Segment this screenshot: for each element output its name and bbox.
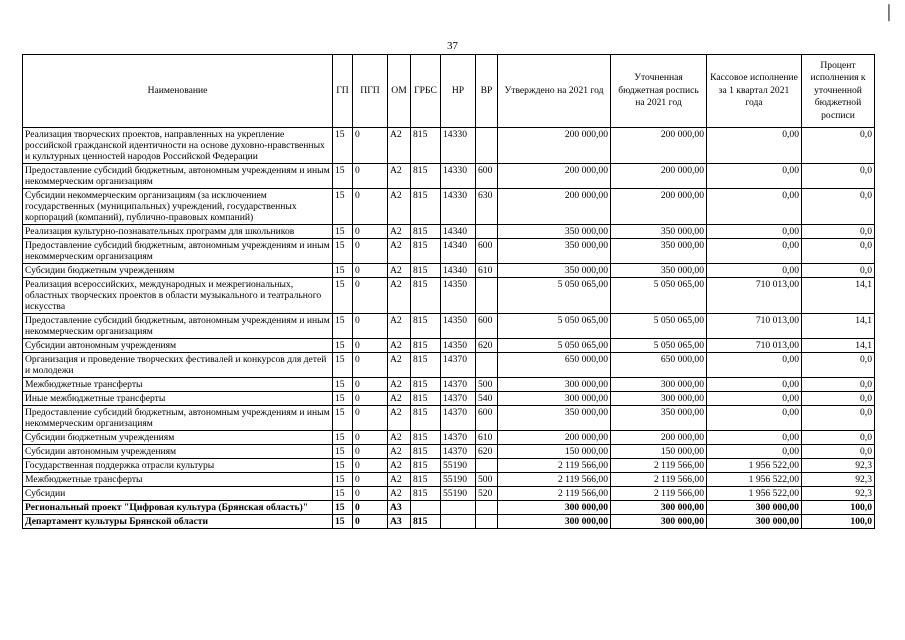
- cell-name: Межбюджетные трансферты: [23, 378, 333, 392]
- cell-vr: [476, 278, 498, 314]
- cell-grbs: 815: [411, 431, 441, 445]
- cell-om: А2: [388, 189, 411, 225]
- cell-vr: 620: [476, 445, 498, 459]
- cell-grbs: 815: [411, 445, 441, 459]
- cell-ppgp: 0: [353, 239, 388, 264]
- cell-vr: [476, 128, 498, 164]
- cell-refined: 200 000,00: [611, 431, 707, 445]
- cell-name: Субсидии бюджетным учреждениям: [23, 431, 333, 445]
- cell-approved: 150 000,00: [498, 445, 611, 459]
- cell-name: Реализация культурно-познавательных программ для школьников: [23, 225, 333, 239]
- cell-approved: 200 000,00: [498, 431, 611, 445]
- cell-ppgp: 0: [353, 406, 388, 431]
- page-number: 37: [447, 40, 458, 52]
- cell-cash: 1 956 522,00: [707, 459, 802, 473]
- cell-om: А2: [388, 378, 411, 392]
- cell-cash: 0,00: [707, 445, 802, 459]
- cell-refined: 300 000,00: [611, 515, 707, 529]
- cell-refined: 200 000,00: [611, 164, 707, 189]
- cell-cash: 710 013,00: [707, 339, 802, 353]
- table-row: [23, 431, 875, 445]
- header-refined: Уточненная бюджетная роспись на 2021 год: [611, 55, 707, 128]
- cell-approved: 2 119 566,00: [498, 473, 611, 487]
- budget-table: [22, 54, 875, 529]
- cell-name: Предоставление субсидий бюджетным, автономным учреждениям и иным некоммерческим организациям: [23, 406, 333, 431]
- table-row: [23, 515, 875, 529]
- cell-om: А2: [388, 314, 411, 339]
- cell-gp: 15: [333, 431, 353, 445]
- cell-om: А3: [388, 515, 411, 529]
- cell-approved: 5 050 065,00: [498, 314, 611, 339]
- cell-om: А2: [388, 473, 411, 487]
- cell-vr: [476, 353, 498, 378]
- header-om: ОМ: [388, 55, 411, 128]
- cell-grbs: 815: [411, 339, 441, 353]
- cell-percent: 0,0: [802, 431, 875, 445]
- cell-ppgp: 0: [353, 431, 388, 445]
- cell-vr: [476, 459, 498, 473]
- cell-percent: 0,0: [802, 239, 875, 264]
- cell-refined: 5 050 065,00: [611, 278, 707, 314]
- cell-np: 14350: [441, 314, 476, 339]
- cell-refined: 650 000,00: [611, 353, 707, 378]
- cell-cash: 0,00: [707, 431, 802, 445]
- cell-np: 14340: [441, 264, 476, 278]
- table-row: [23, 239, 875, 264]
- cell-name: Департамент культуры Брянской области: [23, 515, 333, 529]
- cell-percent: 0,0: [802, 264, 875, 278]
- cell-np: 14330: [441, 189, 476, 225]
- cell-gp: 15: [333, 128, 353, 164]
- cell-cash: 0,00: [707, 164, 802, 189]
- cell-gp: 15: [333, 459, 353, 473]
- cell-np: 14330: [441, 128, 476, 164]
- header-approved: Утверждено на 2021 год: [498, 55, 611, 128]
- cell-vr: 600: [476, 239, 498, 264]
- cell-vr: 500: [476, 378, 498, 392]
- header-vr: ВР: [476, 55, 498, 128]
- cell-name: Субсидии автономным учреждениям: [23, 339, 333, 353]
- cell-gp: 15: [333, 189, 353, 225]
- cell-approved: 200 000,00: [498, 128, 611, 164]
- cell-grbs: 815: [411, 487, 441, 501]
- cell-approved: 300 000,00: [498, 515, 611, 529]
- cell-ppgp: 0: [353, 225, 388, 239]
- cell-gp: 15: [333, 501, 353, 515]
- cell-name: Предоставление субсидий бюджетным, автономным учреждениям и иным некоммерческим организациям: [23, 164, 333, 189]
- table-row: [23, 225, 875, 239]
- cell-name: Реализация всероссийских, международных и межрегиональных, областных творческих проектов в области музыкального и театрального искусства: [23, 278, 333, 314]
- cell-ppgp: 0: [353, 314, 388, 339]
- cell-name: Государственная поддержка отрасли культуры: [23, 459, 333, 473]
- table-row: [23, 264, 875, 278]
- cell-np: 14370: [441, 353, 476, 378]
- cell-gp: 15: [333, 473, 353, 487]
- header-ppgp: ПГП: [353, 55, 388, 128]
- cell-cash: 710 013,00: [707, 314, 802, 339]
- cell-ppgp: 0: [353, 339, 388, 353]
- cell-refined: 300 000,00: [611, 378, 707, 392]
- cell-cash: 0,00: [707, 128, 802, 164]
- table-row: [23, 278, 875, 314]
- cell-om: А2: [388, 353, 411, 378]
- table-row: [23, 501, 875, 515]
- cell-gp: 15: [333, 239, 353, 264]
- cell-ppgp: 0: [353, 353, 388, 378]
- table-row: [23, 189, 875, 225]
- cell-refined: 150 000,00: [611, 445, 707, 459]
- cell-om: А2: [388, 431, 411, 445]
- cell-grbs: 815: [411, 225, 441, 239]
- cell-np: 14350: [441, 339, 476, 353]
- cell-ppgp: 0: [353, 378, 388, 392]
- cell-grbs: 815: [411, 264, 441, 278]
- cell-vr: [476, 501, 498, 515]
- cell-grbs: 815: [411, 239, 441, 264]
- cell-name: Межбюджетные трансферты: [23, 473, 333, 487]
- cell-percent: 100,0: [802, 501, 875, 515]
- cell-gp: 15: [333, 353, 353, 378]
- cell-gp: 15: [333, 392, 353, 406]
- cell-vr: [476, 515, 498, 529]
- cell-ppgp: 0: [353, 392, 388, 406]
- cell-percent: 14,1: [802, 314, 875, 339]
- cell-gp: 15: [333, 225, 353, 239]
- cell-approved: 5 050 065,00: [498, 339, 611, 353]
- cell-percent: 0,0: [802, 392, 875, 406]
- cell-percent: 0,0: [802, 189, 875, 225]
- table-row: [23, 445, 875, 459]
- header-percent: Процент исполнения к уточненной бюджетной росписи: [802, 55, 875, 128]
- cell-grbs: 815: [411, 515, 441, 529]
- cell-percent: 92,3: [802, 473, 875, 487]
- cell-grbs: 815: [411, 164, 441, 189]
- cell-percent: 92,3: [802, 487, 875, 501]
- header-np: НР: [441, 55, 476, 128]
- header-gp: ГП: [333, 55, 353, 128]
- cell-cash: 0,00: [707, 189, 802, 225]
- cell-gp: 15: [333, 278, 353, 314]
- cell-vr: 520: [476, 487, 498, 501]
- cell-approved: 200 000,00: [498, 189, 611, 225]
- cell-percent: 14,1: [802, 278, 875, 314]
- cell-vr: 630: [476, 189, 498, 225]
- cell-gp: 15: [333, 515, 353, 529]
- cell-percent: 92,3: [802, 459, 875, 473]
- cell-refined: 350 000,00: [611, 406, 707, 431]
- cell-approved: 2 119 566,00: [498, 487, 611, 501]
- cell-om: А3: [388, 501, 411, 515]
- cell-om: А2: [388, 225, 411, 239]
- cell-np: 14340: [441, 225, 476, 239]
- cell-ppgp: 0: [353, 445, 388, 459]
- cell-cash: 0,00: [707, 406, 802, 431]
- cell-np: 14370: [441, 392, 476, 406]
- cell-name: Реализация творческих проектов, направленных на укрепление российской гражданской идентичности на основе духовно-нравственных и культурных ценностей народов Российской Федерации: [23, 128, 333, 164]
- cell-approved: 350 000,00: [498, 264, 611, 278]
- cell-refined: 2 119 566,00: [611, 487, 707, 501]
- cell-cash: 300 000,00: [707, 515, 802, 529]
- cell-approved: 300 000,00: [498, 378, 611, 392]
- cell-gp: 15: [333, 445, 353, 459]
- cell-np: 14340: [441, 239, 476, 264]
- cell-approved: 200 000,00: [498, 164, 611, 189]
- cell-refined: 350 000,00: [611, 239, 707, 264]
- cell-percent: 14,1: [802, 339, 875, 353]
- cell-grbs: 815: [411, 392, 441, 406]
- cell-refined: 2 119 566,00: [611, 459, 707, 473]
- cell-refined: 350 000,00: [611, 264, 707, 278]
- cell-vr: 620: [476, 339, 498, 353]
- table-row: [23, 406, 875, 431]
- cell-cash: 0,00: [707, 392, 802, 406]
- cell-np: 14330: [441, 164, 476, 189]
- cell-ppgp: 0: [353, 459, 388, 473]
- cell-ppgp: 0: [353, 128, 388, 164]
- cell-om: А2: [388, 459, 411, 473]
- cell-np: 14370: [441, 406, 476, 431]
- cell-om: А2: [388, 128, 411, 164]
- cell-np: 55190: [441, 459, 476, 473]
- cell-cash: 0,00: [707, 264, 802, 278]
- cell-grbs: 815: [411, 473, 441, 487]
- cell-grbs: 815: [411, 353, 441, 378]
- cell-vr: 600: [476, 406, 498, 431]
- cell-approved: 300 000,00: [498, 501, 611, 515]
- cell-om: А2: [388, 445, 411, 459]
- cell-gp: 15: [333, 487, 353, 501]
- cell-ppgp: 0: [353, 473, 388, 487]
- cell-approved: 650 000,00: [498, 353, 611, 378]
- table-row: [23, 459, 875, 473]
- table-row: [23, 353, 875, 378]
- cell-om: А2: [388, 406, 411, 431]
- cell-refined: 300 000,00: [611, 392, 707, 406]
- cell-gp: 15: [333, 339, 353, 353]
- table-row: [23, 314, 875, 339]
- cell-percent: 0,0: [802, 225, 875, 239]
- table-row: [23, 378, 875, 392]
- cell-np: 55190: [441, 487, 476, 501]
- cell-ppgp: 0: [353, 189, 388, 225]
- cell-name: Субсидии автономным учреждениям: [23, 445, 333, 459]
- cell-cash: 1 956 522,00: [707, 487, 802, 501]
- cell-om: А2: [388, 164, 411, 189]
- table-row: [23, 392, 875, 406]
- header-grbs: ГРБС: [411, 55, 441, 128]
- cell-percent: 0,0: [802, 378, 875, 392]
- cell-grbs: 815: [411, 189, 441, 225]
- cell-cash: 710 013,00: [707, 278, 802, 314]
- cell-refined: 350 000,00: [611, 225, 707, 239]
- table-row: [23, 339, 875, 353]
- cell-np: 14370: [441, 378, 476, 392]
- cell-vr: 600: [476, 314, 498, 339]
- cell-vr: 500: [476, 473, 498, 487]
- cell-grbs: 815: [411, 406, 441, 431]
- cell-vr: 610: [476, 431, 498, 445]
- cell-cash: 300 000,00: [707, 501, 802, 515]
- cell-grbs: 815: [411, 128, 441, 164]
- cell-refined: 5 050 065,00: [611, 314, 707, 339]
- cell-name: Субсидии некоммерческим организациям (за исключением государственных (муниципальных) учреждений, государственных корпораций (компаний), публично-правовых компаний): [23, 189, 333, 225]
- cell-np: [441, 501, 476, 515]
- cell-percent: 0,0: [802, 128, 875, 164]
- cell-om: А2: [388, 239, 411, 264]
- table-row: [23, 487, 875, 501]
- cell-name: Региональный проект "Цифровая культура (Брянская область)": [23, 501, 333, 515]
- table-row: [23, 164, 875, 189]
- cell-grbs: 815: [411, 459, 441, 473]
- table-row: [23, 128, 875, 164]
- cell-refined: 5 050 065,00: [611, 339, 707, 353]
- cell-approved: 300 000,00: [498, 392, 611, 406]
- cell-cash: 1 956 522,00: [707, 473, 802, 487]
- cell-ppgp: 0: [353, 487, 388, 501]
- cell-ppgp: 0: [353, 264, 388, 278]
- cell-cash: 0,00: [707, 239, 802, 264]
- cell-cash: 0,00: [707, 225, 802, 239]
- corner-mark: │: [884, 6, 894, 21]
- cell-om: А2: [388, 264, 411, 278]
- cell-refined: 200 000,00: [611, 189, 707, 225]
- cell-np: 14370: [441, 445, 476, 459]
- cell-ppgp: 0: [353, 164, 388, 189]
- cell-vr: 540: [476, 392, 498, 406]
- cell-ppgp: 0: [353, 278, 388, 314]
- cell-om: А2: [388, 339, 411, 353]
- cell-name: Предоставление субсидий бюджетным, автономным учреждениям и иным некоммерческим организациям: [23, 239, 333, 264]
- cell-percent: 100,0: [802, 515, 875, 529]
- cell-percent: 0,0: [802, 406, 875, 431]
- cell-refined: 200 000,00: [611, 128, 707, 164]
- cell-vr: 610: [476, 264, 498, 278]
- cell-vr: [476, 225, 498, 239]
- cell-om: А2: [388, 278, 411, 314]
- cell-name: Организация и проведение творческих фестивалей и конкурсов для детей и молодежи: [23, 353, 333, 378]
- cell-gp: 15: [333, 406, 353, 431]
- cell-gp: 15: [333, 264, 353, 278]
- cell-gp: 15: [333, 378, 353, 392]
- cell-percent: 0,0: [802, 164, 875, 189]
- cell-grbs: 815: [411, 378, 441, 392]
- cell-om: А2: [388, 392, 411, 406]
- cell-ppgp: 0: [353, 501, 388, 515]
- cell-ppgp: 0: [353, 515, 388, 529]
- cell-om: А2: [388, 487, 411, 501]
- cell-np: 14370: [441, 431, 476, 445]
- cell-gp: 15: [333, 314, 353, 339]
- cell-cash: 0,00: [707, 353, 802, 378]
- cell-approved: 350 000,00: [498, 225, 611, 239]
- cell-approved: 5 050 065,00: [498, 278, 611, 314]
- cell-percent: 0,0: [802, 445, 875, 459]
- cell-name: Иные межбюджетные трансферты: [23, 392, 333, 406]
- cell-gp: 15: [333, 164, 353, 189]
- cell-name: Субсидии: [23, 487, 333, 501]
- table-header-row: [23, 55, 875, 128]
- cell-grbs: 815: [411, 278, 441, 314]
- cell-approved: 2 119 566,00: [498, 459, 611, 473]
- cell-name: Субсидии бюджетным учреждениям: [23, 264, 333, 278]
- cell-np: 55190: [441, 473, 476, 487]
- cell-percent: 0,0: [802, 353, 875, 378]
- cell-np: 14350: [441, 278, 476, 314]
- header-name: Наименование: [23, 55, 333, 128]
- cell-name: Предоставление субсидий бюджетным, автономным учреждениям и иным некоммерческим организациям: [23, 314, 333, 339]
- cell-approved: 350 000,00: [498, 239, 611, 264]
- cell-vr: 600: [476, 164, 498, 189]
- cell-np: [441, 515, 476, 529]
- cell-grbs: [411, 501, 441, 515]
- cell-refined: 300 000,00: [611, 501, 707, 515]
- table-body: [23, 128, 875, 529]
- header-cash: Кассовое исполнение за 1 квартал 2021 года: [707, 55, 802, 128]
- cell-approved: 350 000,00: [498, 406, 611, 431]
- cell-cash: 0,00: [707, 378, 802, 392]
- cell-refined: 2 119 566,00: [611, 473, 707, 487]
- cell-grbs: 815: [411, 314, 441, 339]
- table-row: [23, 473, 875, 487]
